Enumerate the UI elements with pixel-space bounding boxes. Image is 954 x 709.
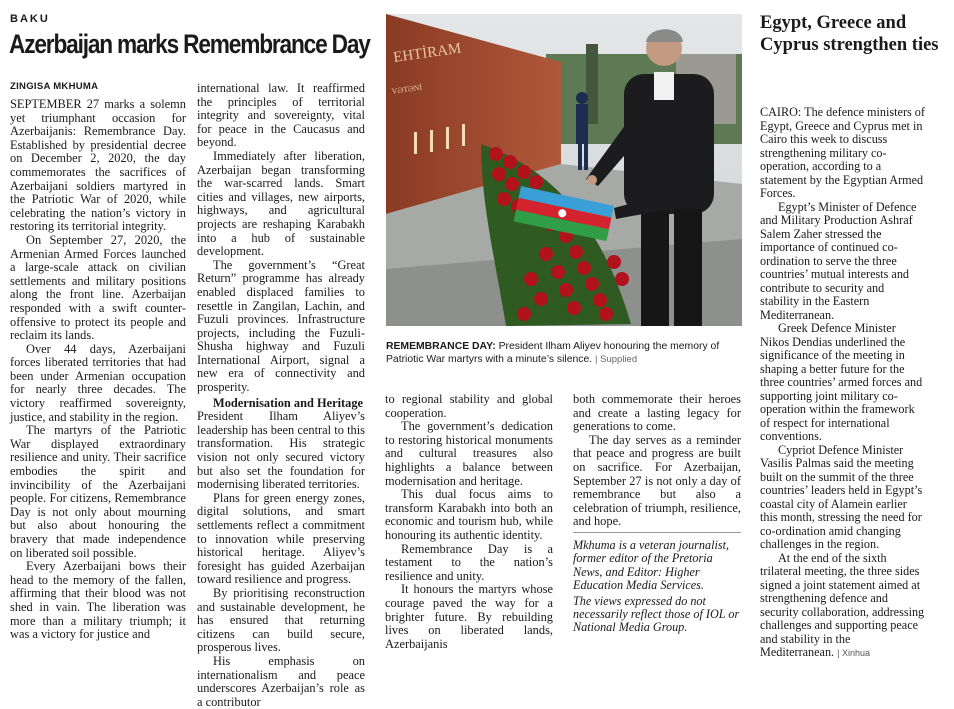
paragraph: The government’s “Great Return” programme has already enabled displaced families to resettle in Zangilan, Lachin, and Fuzuli provinces. Infrastructure projects, including the Fuzuli-Shusha highway and Fuzuli International Airport, signal a new era of connectivity and prosperity. (197, 257, 365, 395)
paragraph: SEPTEMBER 27 marks a solemn yet triumphant occasion for Azerbaijanis: Remembrance Day. Established by presidential decree on December 2, 2020, the day commemorates the sacrifices of Azerbaijani soldiers martyred in the Patriotic War of 2020, while celebrating the nation’s victory in restoring its territorial integrity. (10, 97, 186, 234)
paragraph: Over 44 days, Azerbaijani forces liberated territories that had been under Armenian occupation for nearly three decades. The victory reaffirmed sovereignty, justice, and stability in the region. (10, 341, 186, 424)
paragraph: On September 27, 2020, the Armenian Armed Forces launched a large-scale attack on civilian settlements and military positions along the front line. Azerbaijan responded with a swift counter-offensive to protect its people and reclaim its lands. (10, 232, 186, 343)
paragraph: Egypt’s Minister of Defence and Military Production Ashraf Salem Zaher stressed the importance of continued co-ordination to serve the three countries’ mutual interests and contribute to security and stability in the Eastern Mediterranean. (760, 199, 917, 322)
paragraph: to regional stability and global cooperation. (385, 392, 553, 420)
paragraph: This dual focus aims to transform Karabakh into both an economic and tourism hub, while honouring its authentic identity. (385, 487, 553, 542)
paragraph: By prioritising reconstruction and sustainable development, he has ensured that returning citizens can build secure, prosperous lives. (197, 585, 365, 655)
paragraph: CAIRO: The defence ministers of Egypt, Greece and Cyprus met in Cairo this week to discuss strengthening military co-operation, according to a statement by the Egyptian Armed Forces. (760, 105, 925, 200)
paragraph: both commemorate their heroes and create a lasting legacy for generations to come. (573, 392, 741, 434)
paragraph: His emphasis on internationalism and peace underscores Azerbaijan’s role as a contributor (197, 653, 365, 709)
paragraph: Greek Defence Minister Nikos Dendias underlined the significance of the meeting in shaping a better future for the three countries’ armed forces and supporting joint military co-operation within the framework of respect for international conventions. (760, 321, 923, 443)
paragraph: President Ilham Aliyev’s leadership has been central to this transformation. His strategic vision not only secured victory but also set the foundation for modernising liberated territories. (197, 409, 365, 492)
photo-credit: | Supplied (595, 354, 638, 365)
paragraph-text: At the end of the sixth trilateral meeting, the three sides signed a joint statement aimed at strengthening defence and security collaboration, addressing challenges and supporting peace and stability in the Mediterranean. (760, 550, 925, 659)
caption-text: President Ilham Aliyev honouring the memory of Patriotic War martyrs with a minute’s silence. (386, 341, 720, 365)
byline: ZINGISA MKHUMA (10, 81, 99, 92)
dateline: BAKU (10, 13, 50, 25)
paragraph (760, 552, 926, 661)
article-photo (386, 14, 742, 326)
article-column-1 (10, 97, 186, 642)
side-headline: Egypt, Greece and Cyprus strengthen ties (760, 13, 939, 55)
paragraph: international law. It reaffirmed the principles of territorial integrity and sovereignty, vital for peace in the Caucasus and beyond. (197, 81, 365, 150)
paragraph: The martyrs of the Patriotic War displayed extraordinary resilience and unity. Their sacrifice embodies the spirit and invincibility of the Azerbaijani people. For citizens, Remembrance Day is not only about mourning but also about honouring the bravery that made independence on liberated soil possible. (10, 423, 186, 560)
paragraph: Remembrance Day is a testament to the nation’s resilience and unity. (385, 541, 553, 583)
photo-caption (386, 340, 742, 366)
wall-inscription: VƏTƏNİ (391, 82, 423, 96)
paragraph: Every Azerbaijani bows their head to the memory of the fallen, affirming that their blood was not shed in vain. The liberation was more than a military triumph; it was a victory for justice and (10, 559, 186, 642)
main-headline: Azerbaijan marks Remembrance Day (9, 29, 370, 59)
paragraph: Cypriot Defence Minister Vasilis Palmas said the meeting built on the summit of the three countries’ leaders held in Egypt’s coastal city of Alamein earlier this month, stressing the need for co-ordination amid changing challenges in the region. (760, 442, 923, 551)
paragraph: The day serves as a reminder that peace and progress are built on sacrifice. For Azerbaijan, September 27 is not only a day of remembrance but also a celebration of triumph, resilience, and hope. (573, 432, 741, 529)
author-bio-box (573, 532, 741, 635)
author-bio: Mkhuma is a veteran journalist, former editor of the Pretoria News, and Editor: Higher Education Media Services. (573, 538, 730, 593)
photo-illustration (386, 14, 742, 326)
wall-inscription: EHTİRAM (392, 40, 463, 66)
paragraph: The government’s dedication to restoring historical monuments and cultural treasures also highlights a balance between modernisation and heritage. (385, 419, 553, 488)
side-article (760, 105, 926, 659)
article-column-3 (385, 392, 553, 651)
subheading: Modernisation and Heritage (213, 395, 364, 410)
caption-label: REMEMBRANCE DAY: (386, 341, 496, 352)
side-credit: | Xinhua (837, 648, 871, 658)
disclaimer: The views expressed do not necessarily reflect those of IOL or National Media Group. (573, 593, 740, 635)
article-column-4 (573, 393, 741, 533)
article-column-2 (197, 81, 365, 709)
paragraph: Plans for green energy zones, digital solutions, and smart settlements reflect a commitment to innovation while preserving historical heritage. Aliyev’s foresight has guided Azerbaijan toward resilience and progress. (197, 490, 365, 587)
divider (573, 532, 741, 533)
paragraph: Immediately after liberation, Azerbaijan began transforming the war-scarred lands. Smart cities and villages, new airports, highways, and agricultural projects are reshaping Karabakh into a hub of sustainable development. (197, 148, 365, 259)
paragraph: It honours the martyrs whose courage paved the way for a brighter future. By rebuilding lives on liberated lands, Azerbaijanis (385, 582, 553, 651)
